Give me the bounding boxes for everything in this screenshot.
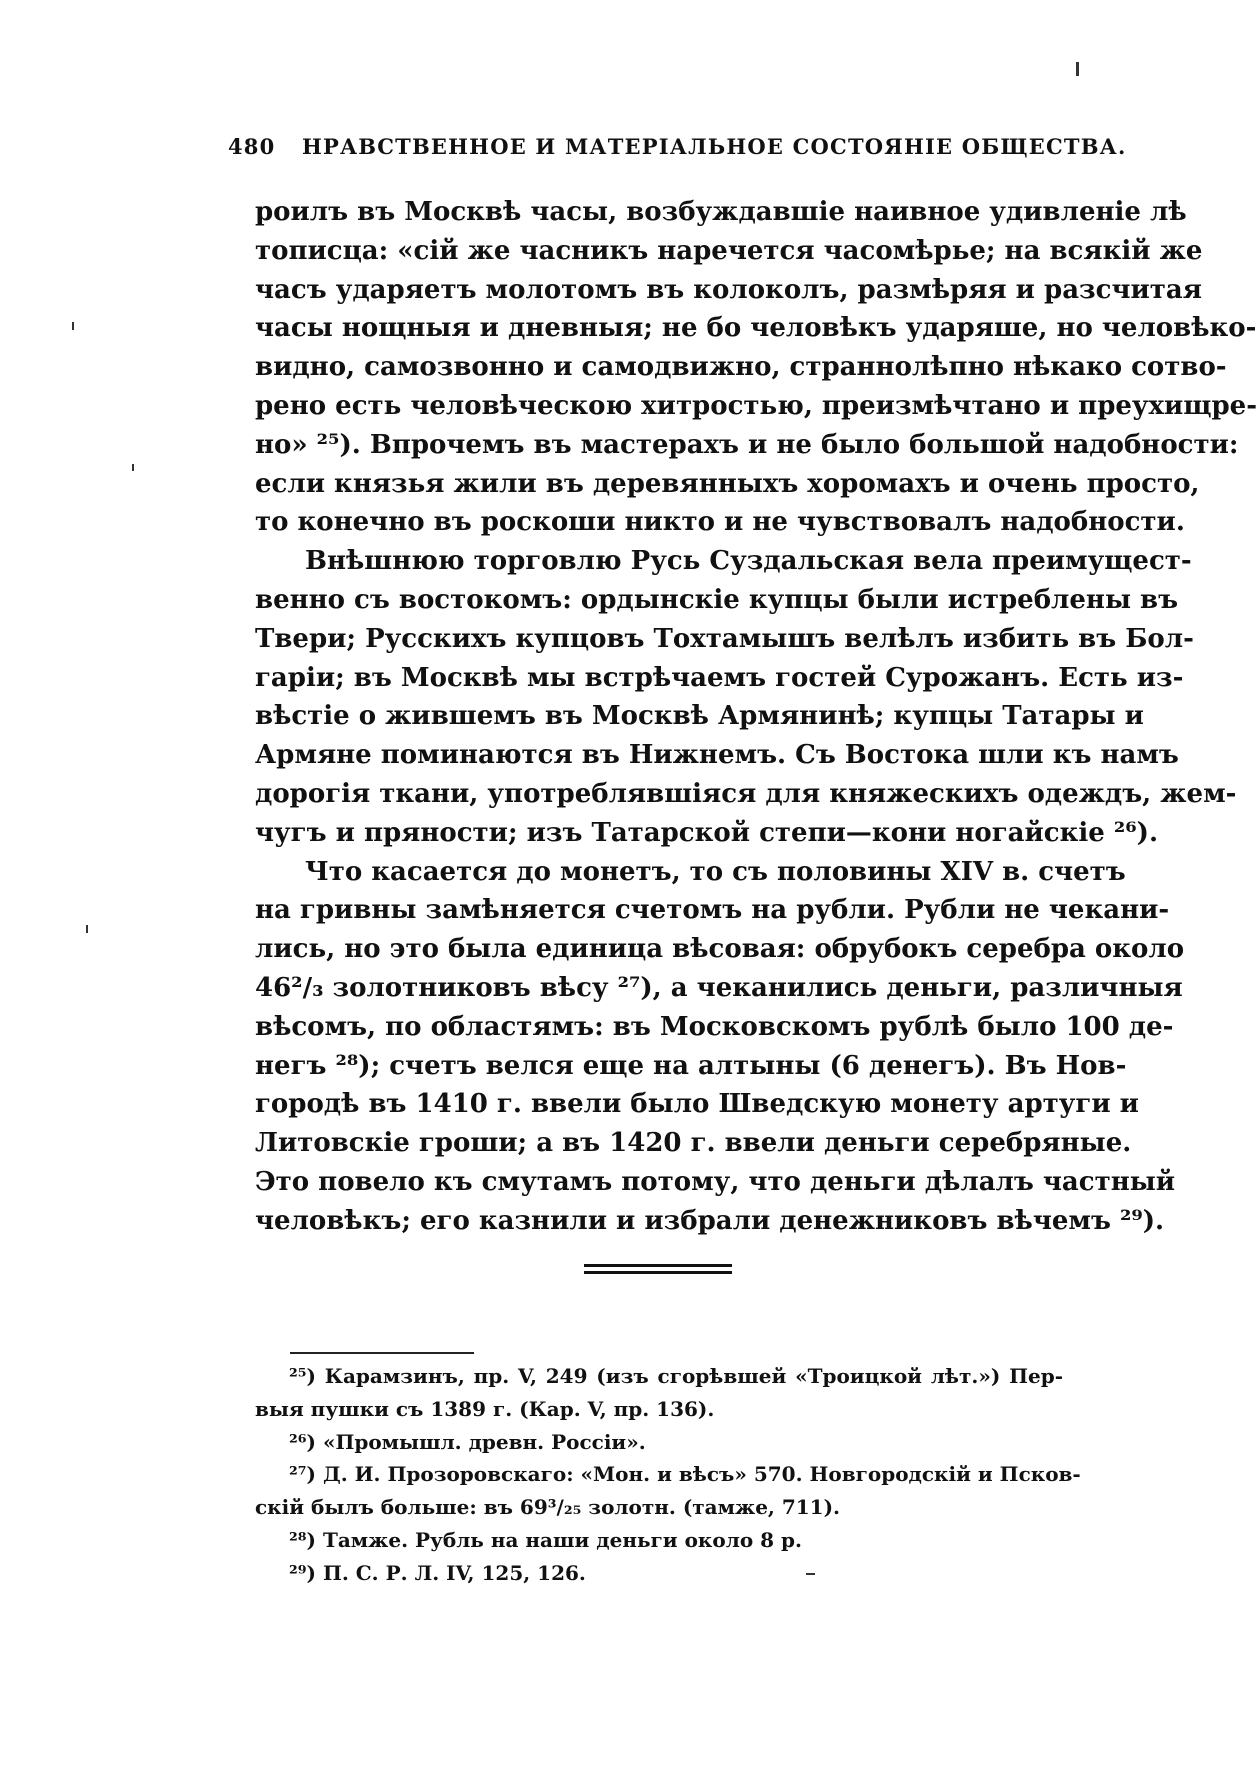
text-line: тописца: «сій же часникъ наречется часомѣрье; на всякій же xyxy=(255,235,1203,266)
text-line: Литовскіе гроши; а въ 1420 г. ввели деньги серебряные. xyxy=(255,1128,1132,1159)
footnotes xyxy=(255,1360,1081,1590)
text-line: роилъ въ Москвѣ часы, возбуждавшіе наивное удивленіе лѣ xyxy=(255,197,1187,227)
text-line: дорогія ткани, употреблявшіяся для княжескихъ одеждъ, жем- xyxy=(255,778,1237,809)
text-line: часы нощныя и дневныя; не бо человѣкъ ударяше, но человѣко- xyxy=(255,313,1257,344)
section-double-rule-bottom xyxy=(584,1271,732,1274)
paragraph-start-line: Что касается до монетъ, то съ половины XIV в. счетъ xyxy=(305,856,1126,887)
text-line: городѣ въ 1410 г. ввели было Шведскую монету артуги и xyxy=(255,1089,1139,1120)
text-line: если князья жили въ деревянныхъ хоромахъ и очень просто, xyxy=(255,468,1200,499)
text-line: Это повело къ смутамъ потому, что деньги дѣлалъ частный xyxy=(255,1166,1176,1197)
scan-speck xyxy=(132,464,134,471)
footnote-line: выя пушки съ 1389 г. (Кар. V, пр. 136). xyxy=(255,1396,715,1421)
text-line: негъ ²⁸); счетъ велся еще на алтыны (6 денегъ). Въ Нов- xyxy=(255,1050,1127,1081)
footnote-line: ²⁵) Карамзинъ, пр. V, 249 (изъ сгорѣвшей «Троицкой лѣт.») Пер- xyxy=(289,1364,1063,1388)
text-line: чугъ и пряности; изъ Татарской степи—кони ногайскіе ²⁶). xyxy=(255,817,1159,848)
footnote-separator xyxy=(290,1352,474,1354)
text-line: вѣстіе о жившемъ въ Москвѣ Армянинѣ; купцы Татары и xyxy=(255,701,1144,732)
scan-speck xyxy=(1076,62,1079,76)
text-line: венно съ востокомъ: ордынскіе купцы были истреблены въ xyxy=(255,584,1179,615)
text-line: но» ²⁵). Впрочемъ въ мастерахъ и не было большой надобности: xyxy=(255,429,1239,460)
text-line: Твери; Русскихъ купцовъ Тохтамышъ велѣлъ избить въ Бол- xyxy=(255,623,1194,654)
scan-speck xyxy=(86,925,88,933)
running-header xyxy=(228,134,1127,159)
scan-speck xyxy=(72,322,74,330)
text-line: часъ ударяетъ молотомъ въ колоколъ, размѣряя и разсчитая xyxy=(255,274,1202,305)
text-line: гаріи; въ Москвѣ мы встрѣчаемъ гостей Сурожанъ. Есть из- xyxy=(255,662,1184,693)
running-title: НРАВСТВЕННОЕ И МАТЕРІАЛЬНОЕ СОСТОЯНІЕ ОБЩЕСТВА. xyxy=(301,134,1127,159)
page-number: 480 xyxy=(228,134,276,159)
footnote-line: ²⁸) Тамже. Рубль на наши деньги около 8 р. xyxy=(289,1527,802,1552)
footnote-line: ²⁹) П. С. Р. Л. IV, 125, 126. xyxy=(289,1560,586,1585)
section-double-rule-top xyxy=(584,1264,732,1267)
main-text xyxy=(255,193,1257,1241)
text-line: Армяне поминаются въ Нижнемъ. Съ Востока шли къ намъ xyxy=(255,740,1179,771)
footnote-line: ²⁷) Д. И. Прозоровскаго: «Мон. и вѣсъ» 570. Новгородскій и Псков- xyxy=(289,1462,1081,1487)
text-line: лись, но это была единица вѣсовая: обрубокъ серебра около xyxy=(255,934,1185,965)
text-line: то конечно въ роскоши никто и не чувствовалъ надобности. xyxy=(255,507,1185,538)
text-line: человѣкъ; его казнили и избрали денежниковъ вѣчемъ ²⁹). xyxy=(255,1205,1165,1236)
scan-speck xyxy=(806,1573,815,1575)
text-line: видно, самозвонно и самодвижно, страннолѣпно нѣкако сотво- xyxy=(255,352,1227,383)
text-line: вѣсомъ, по областямъ: въ Московскомъ рублѣ было 100 де- xyxy=(255,1011,1174,1042)
footnote-line: ²⁶) «Промышл. древн. Россіи». xyxy=(289,1429,646,1454)
text-line: на гривны замѣняется счетомъ на рубли. Рубли не чекани- xyxy=(255,895,1170,926)
text-line: рено есть человѣческою хитростью, преизмѣчтано и преухищре- xyxy=(255,390,1257,421)
text-line: 46²/₃ золотниковъ вѣсу ²⁷), а чеканились деньги, различныя xyxy=(255,972,1183,1003)
footnote-line: скій былъ больше: въ 69³/₂₅ золотн. (тамже, 711). xyxy=(255,1495,841,1520)
paragraph-start-line: Внѣшнюю торговлю Русь Суздальская вела преимущест- xyxy=(305,546,1192,577)
